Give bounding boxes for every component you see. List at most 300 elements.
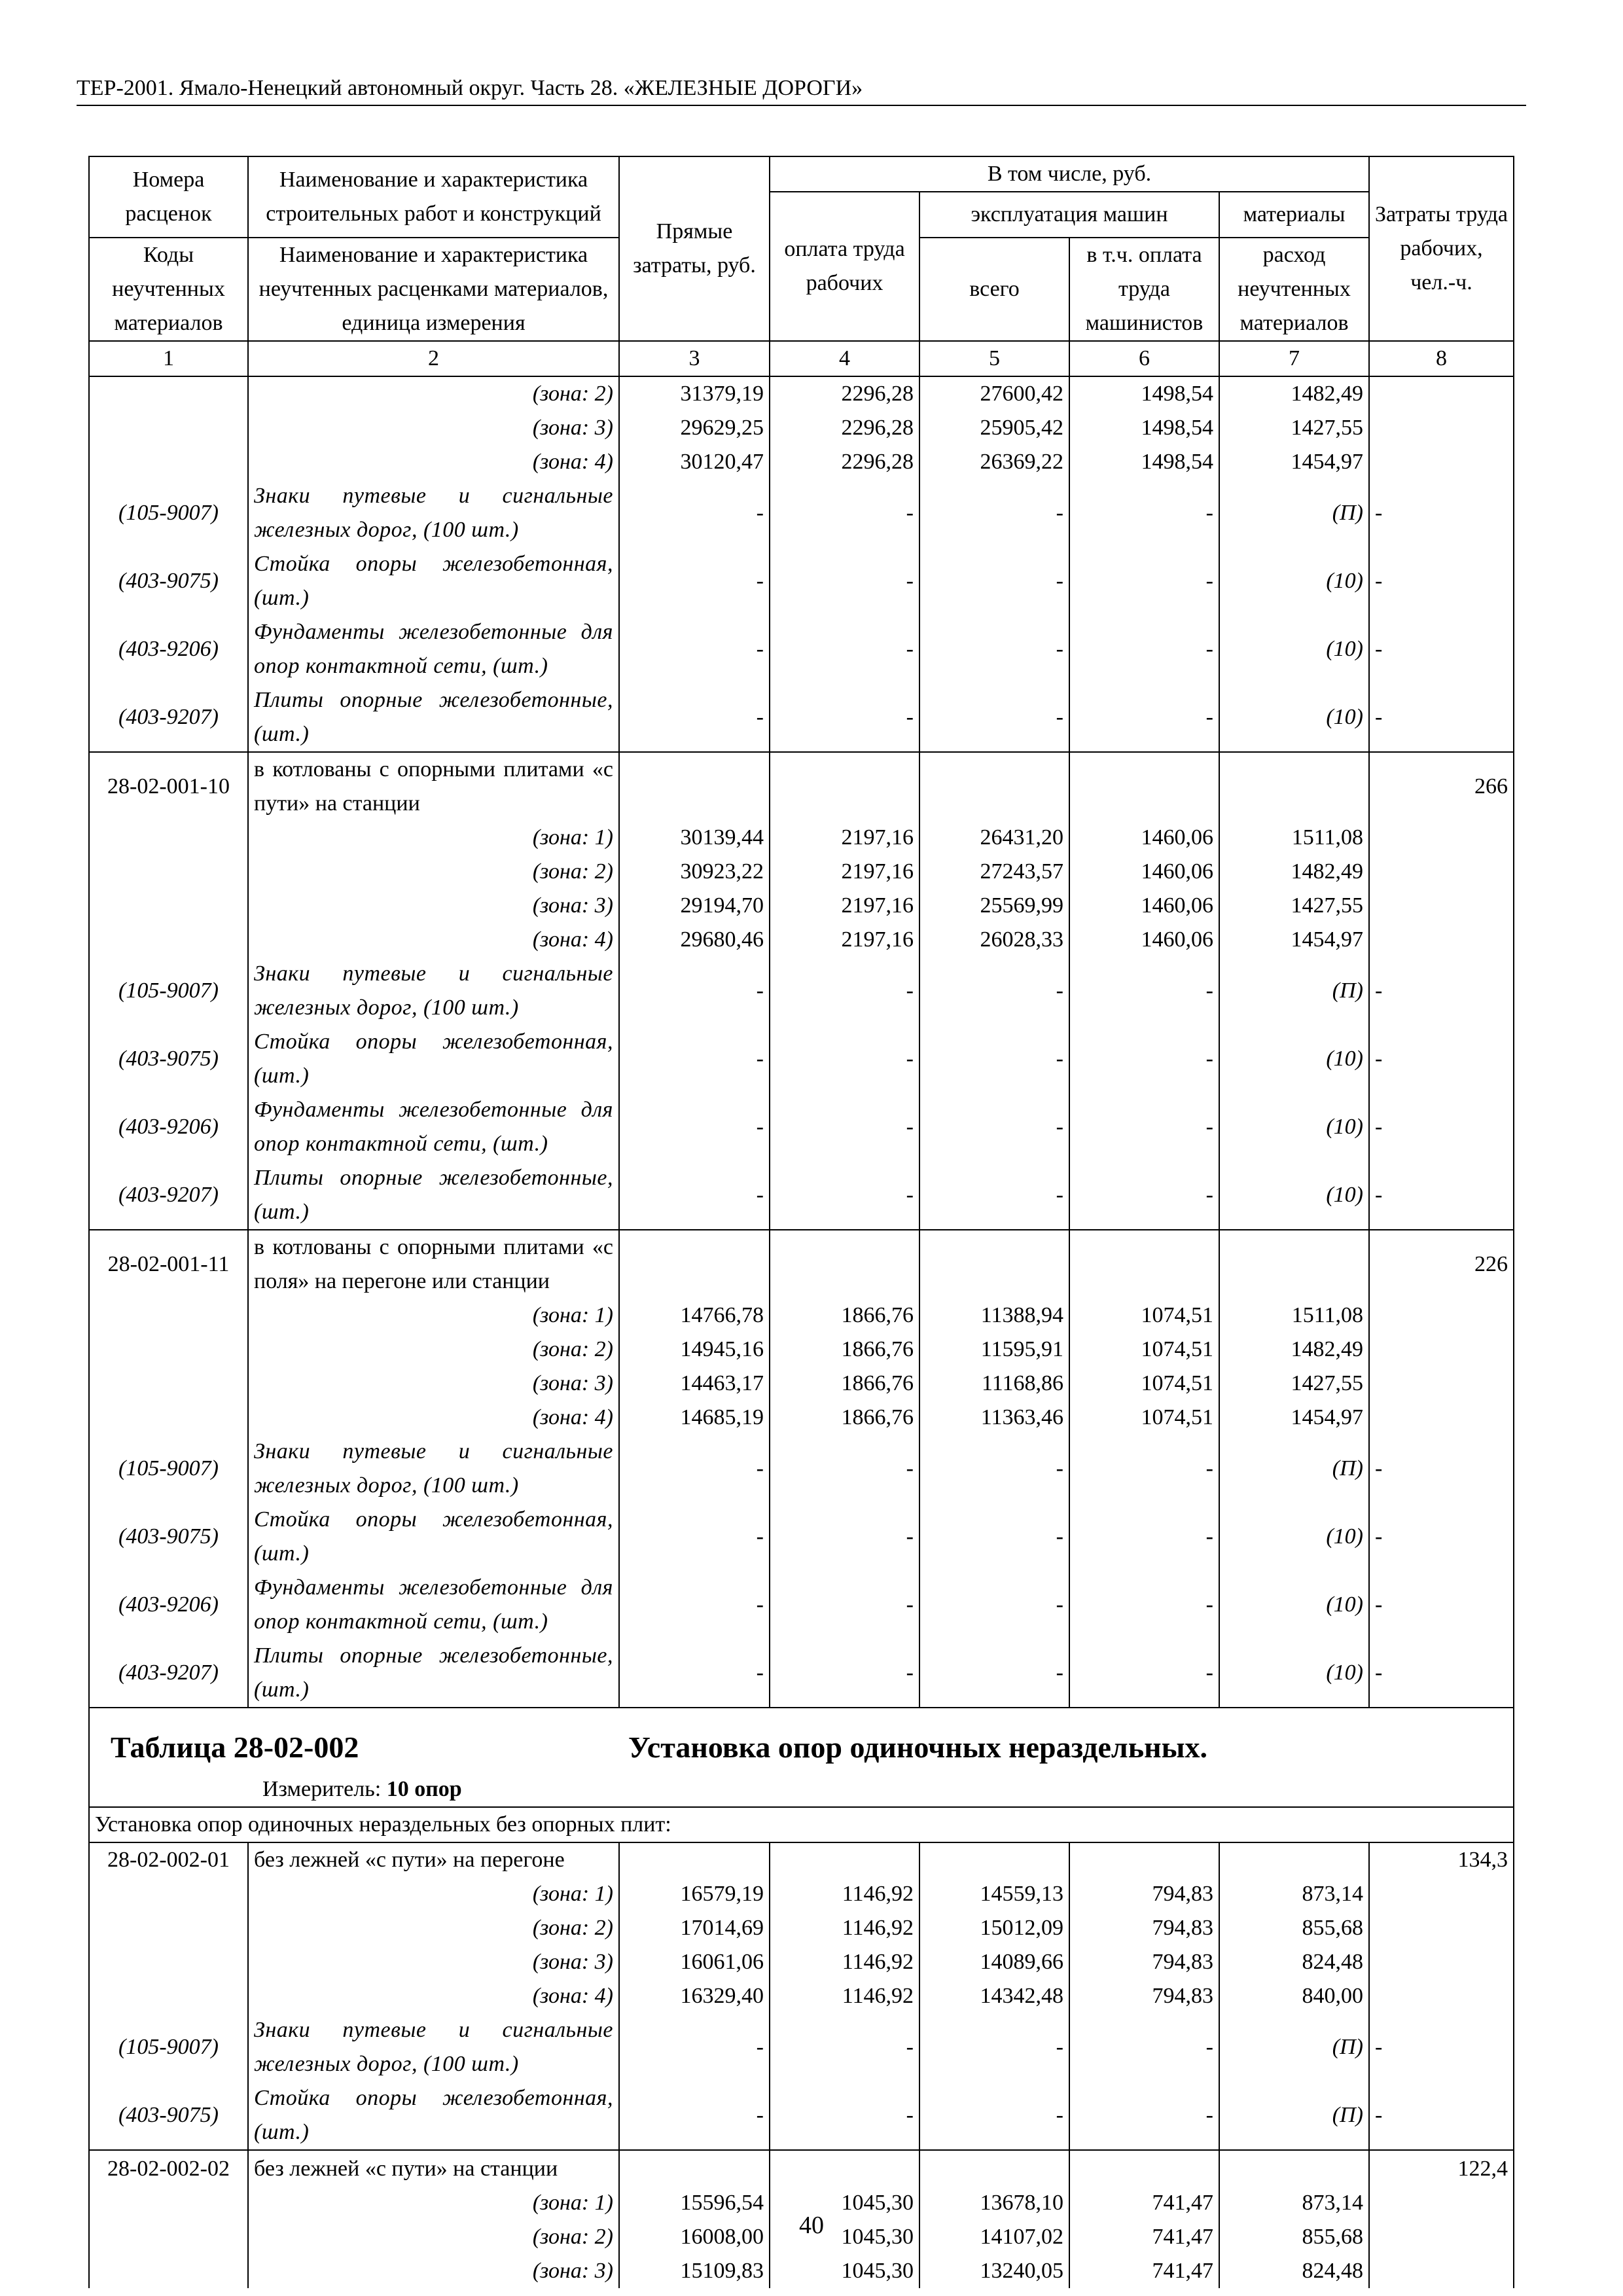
empty-value: - (619, 1025, 770, 1093)
material-code: (403-9075) (89, 2081, 248, 2150)
operators-wages: 1460,06 (1069, 923, 1219, 957)
material-mark: (10) (1219, 1161, 1369, 1230)
empty-value: - (770, 1025, 919, 1093)
empty-value: - (619, 2013, 770, 2081)
material-code: (105-9007) (89, 2013, 248, 2081)
empty-value: - (770, 1503, 919, 1571)
wages: 1045,30 (770, 2254, 919, 2288)
column-number: 4 (770, 341, 919, 376)
empty-value: - (619, 615, 770, 683)
wages: 1045,30 (770, 2220, 919, 2254)
material-name: Стойка опоры железобетонная, (шт.) (248, 1503, 619, 1571)
material-name: Плиты опорные железобетонные, (шт.) (248, 1639, 619, 1708)
empty-value: - (1069, 1161, 1219, 1230)
empty-value: - (770, 683, 919, 752)
empty-value: - (919, 2013, 1069, 2081)
header-work-name: Наименование и характеристика строительных работ и конструкций (248, 156, 619, 238)
material-row (89, 547, 1514, 615)
material-code: (403-9206) (89, 1093, 248, 1161)
machines-total: 14089,66 (919, 1945, 1069, 1979)
zone-label: (зона: 3) (248, 889, 619, 923)
materials: 1454,97 (1219, 1401, 1369, 1435)
direct-costs: 16329,40 (619, 1979, 770, 2013)
section-title-row (89, 1708, 1514, 1807)
operators-wages: 741,47 (1069, 2254, 1219, 2288)
operators-wages: 1460,06 (1069, 889, 1219, 923)
empty-value: - (919, 1503, 1069, 1571)
zone-label: (зона: 3) (248, 411, 619, 445)
machines-total: 26028,33 (919, 923, 1069, 957)
empty-value: - (1069, 547, 1219, 615)
material-mark: (10) (1219, 615, 1369, 683)
zone-row (89, 1877, 1514, 1911)
machines-total: 15012,09 (919, 1911, 1069, 1945)
operators-wages: 794,83 (1069, 1911, 1219, 1945)
materials: 1427,55 (1219, 411, 1369, 445)
operators-wages: 1498,54 (1069, 445, 1219, 479)
direct-costs: 29194,70 (619, 889, 770, 923)
rate-title-row (89, 1842, 1514, 1877)
material-row (89, 615, 1514, 683)
operators-wages: 1460,06 (1069, 855, 1219, 889)
material-name: Стойка опоры железобетонная, (шт.) (248, 1025, 619, 1093)
material-row (89, 1161, 1514, 1230)
empty-value: - (770, 1639, 919, 1708)
empty-value: - (1369, 2013, 1514, 2081)
zone-row (89, 1979, 1514, 2013)
zone-label: (зона: 3) (248, 2254, 619, 2288)
rate-number: 28-02-001-10 (89, 752, 248, 821)
materials: 855,68 (1219, 2220, 1369, 2254)
empty-value: - (1069, 957, 1219, 1025)
materials: 1511,08 (1219, 821, 1369, 855)
machines-total: 13240,05 (919, 2254, 1069, 2288)
operators-wages: 1074,51 (1069, 1299, 1219, 1333)
material-code: (105-9007) (89, 479, 248, 547)
rate-title: без лежней «с пути» на станции (248, 2150, 619, 2186)
material-mark: (П) (1219, 1435, 1369, 1503)
direct-costs: 16579,19 (619, 1877, 770, 1911)
empty-value: - (1369, 1435, 1514, 1503)
machines-total: 13678,10 (919, 2186, 1069, 2220)
material-name: Плиты опорные железобетонные, (шт.) (248, 1161, 619, 1230)
material-mark: (П) (1219, 2081, 1369, 2150)
wages: 2296,28 (770, 376, 919, 411)
material-mark: (10) (1219, 547, 1369, 615)
direct-costs: 29680,46 (619, 923, 770, 957)
materials: 1427,55 (1219, 1367, 1369, 1401)
empty-value: - (619, 957, 770, 1025)
zone-label: (зона: 2) (248, 2220, 619, 2254)
empty-value: - (619, 1503, 770, 1571)
material-code: (403-9207) (89, 683, 248, 752)
direct-costs: 30120,47 (619, 445, 770, 479)
empty-value: - (919, 1435, 1069, 1503)
header-included: В том числе, руб. (770, 156, 1369, 192)
wages: 2197,16 (770, 855, 919, 889)
empty-value: - (1369, 683, 1514, 752)
section-measure (262, 1772, 462, 1806)
operators-wages: 794,83 (1069, 1979, 1219, 2013)
material-code: (403-9207) (89, 1639, 248, 1708)
operators-wages: 1498,54 (1069, 411, 1219, 445)
header-machines: эксплуатация машин (919, 192, 1219, 238)
machines-total: 27243,57 (919, 855, 1069, 889)
material-mark: (10) (1219, 1571, 1369, 1639)
measure-value: 10 опор (386, 1777, 462, 1801)
zone-row (89, 1299, 1514, 1333)
empty-value: - (1369, 957, 1514, 1025)
zone-label: (зона: 1) (248, 2186, 619, 2220)
machines-total: 25569,99 (919, 889, 1069, 923)
wages: 1866,76 (770, 1299, 919, 1333)
operators-wages: 794,83 (1069, 1877, 1219, 1911)
materials: 824,48 (1219, 1945, 1369, 1979)
labor-costs: 266 (1369, 752, 1514, 821)
rate-title: в котлованы с опорными плитами «с поля» на перегоне или станции (248, 1230, 619, 1299)
material-name: Знаки путевые и сигнальные железных дорог, (100 шт.) (248, 479, 619, 547)
zone-label: (зона: 3) (248, 1367, 619, 1401)
direct-costs: 14463,17 (619, 1367, 770, 1401)
header-material-name: Наименование и характеристика неучтенных расценками материалов, единица измерения (248, 238, 619, 341)
material-row (89, 1435, 1514, 1503)
empty-value: - (919, 2081, 1069, 2150)
column-number: 8 (1369, 341, 1514, 376)
zone-label: (зона: 2) (248, 855, 619, 889)
empty-value: - (1069, 2013, 1219, 2081)
empty-value: - (619, 2081, 770, 2150)
empty-value: - (770, 547, 919, 615)
zone-label: (зона: 4) (248, 445, 619, 479)
rate-number: 28-02-001-11 (89, 1230, 248, 1299)
empty-value: - (619, 1435, 770, 1503)
material-row (89, 2013, 1514, 2081)
wages: 2197,16 (770, 889, 919, 923)
zone-label: (зона: 4) (248, 923, 619, 957)
material-name: Фундаменты железобетонные для опор контактной сети, (шт.) (248, 1093, 619, 1161)
rate-block-28-02-002-01 (89, 1842, 1514, 2150)
operators-wages: 1498,54 (1069, 376, 1219, 411)
page-number: 40 (799, 2212, 824, 2239)
header-materials: материалы (1219, 192, 1369, 238)
column-number: 6 (1069, 341, 1219, 376)
materials: 1511,08 (1219, 1299, 1369, 1333)
rate-number: 28-02-002-01 (89, 1842, 248, 1877)
operators-wages: 1074,51 (1069, 1333, 1219, 1367)
empty-value: - (1369, 479, 1514, 547)
header-wages: оплата труда рабочих (770, 192, 919, 341)
empty-value: - (770, 1161, 919, 1230)
rate-title: в котлованы с опорными плитами «с пути» на станции (248, 752, 619, 821)
rate-title-row (89, 2150, 1514, 2186)
material-row (89, 2081, 1514, 2150)
empty-value: - (1069, 1503, 1219, 1571)
material-name: Плиты опорные железобетонные, (шт.) (248, 683, 619, 752)
empty-value: - (1069, 1093, 1219, 1161)
empty-value: - (1369, 615, 1514, 683)
operators-wages: 1074,51 (1069, 1367, 1219, 1401)
machines-total: 11363,46 (919, 1401, 1069, 1435)
material-mark: (П) (1219, 957, 1369, 1025)
material-mark: (10) (1219, 1503, 1369, 1571)
operators-wages: 741,47 (1069, 2186, 1219, 2220)
zone-row (89, 1401, 1514, 1435)
operators-wages: 794,83 (1069, 1945, 1219, 1979)
operators-wages: 741,47 (1069, 2220, 1219, 2254)
material-row (89, 1571, 1514, 1639)
machines-total: 14107,02 (919, 2220, 1069, 2254)
machines-total: 14559,13 (919, 1877, 1069, 1911)
empty-value: - (770, 2081, 919, 2150)
material-name: Стойка опоры железобетонная, (шт.) (248, 2081, 619, 2150)
empty-value: - (619, 1161, 770, 1230)
material-code: (105-9007) (89, 957, 248, 1025)
material-mark: (10) (1219, 1639, 1369, 1708)
material-name: Знаки путевые и сигнальные железных дорог, (100 шт.) (248, 957, 619, 1025)
column-number: 3 (619, 341, 770, 376)
rate-block-28-02-001-10 (89, 752, 1514, 1230)
direct-costs: 17014,69 (619, 1911, 770, 1945)
section-subheading-row (89, 1807, 1514, 1842)
material-name: Фундаменты железобетонные для опор контактной сети, (шт.) (248, 615, 619, 683)
machines-total: 27600,42 (919, 376, 1069, 411)
empty-value: - (919, 479, 1069, 547)
zone-row (89, 889, 1514, 923)
header-labor-costs: Затраты труда рабочих, чел.-ч. (1369, 156, 1514, 341)
empty-value: - (1369, 1093, 1514, 1161)
block-continued (89, 376, 1514, 752)
material-code: (403-9075) (89, 1025, 248, 1093)
operators-wages: 1074,51 (1069, 1401, 1219, 1435)
material-name: Знаки путевые и сигнальные железных дорог, (100 шт.) (248, 1435, 619, 1503)
operators-wages: 1460,06 (1069, 821, 1219, 855)
zone-label: (зона: 1) (248, 1877, 619, 1911)
section-number: Таблица 28-02-002 (111, 1731, 359, 1764)
direct-costs: 30139,44 (619, 821, 770, 855)
zone-row (89, 923, 1514, 957)
empty-value: - (919, 957, 1069, 1025)
empty-value: - (1369, 547, 1514, 615)
direct-costs: 31379,19 (619, 376, 770, 411)
wages: 1866,76 (770, 1401, 919, 1435)
table-header (89, 156, 1514, 376)
wages: 1146,92 (770, 1945, 919, 1979)
empty-value: - (1069, 1435, 1219, 1503)
material-code: (403-9075) (89, 1503, 248, 1571)
material-code: (403-9207) (89, 1161, 248, 1230)
empty-value: - (919, 683, 1069, 752)
materials: 1454,97 (1219, 445, 1369, 479)
rate-title: без лежней «с пути» на перегоне (248, 1842, 619, 1877)
material-row (89, 1503, 1514, 1571)
zone-row (89, 855, 1514, 889)
column-number: 5 (919, 341, 1069, 376)
labor-costs: 122,4 (1369, 2150, 1514, 2186)
empty-value: - (1369, 2081, 1514, 2150)
header-material-consumption: расход неучтенных материалов (1219, 238, 1369, 341)
rates-table (88, 156, 1514, 2288)
machines-total: 25905,42 (919, 411, 1069, 445)
zone-row (89, 445, 1514, 479)
machines-total: 11595,91 (919, 1333, 1069, 1367)
zone-label: (зона: 1) (248, 1299, 619, 1333)
empty-value: - (619, 1639, 770, 1708)
empty-value: - (770, 1093, 919, 1161)
empty-value: - (770, 479, 919, 547)
measure-label: Измеритель: (262, 1777, 382, 1801)
material-code: (105-9007) (89, 1435, 248, 1503)
material-row (89, 1093, 1514, 1161)
empty-value: - (619, 479, 770, 547)
section-title: Установка опор одиночных нераздельных. (628, 1731, 1207, 1764)
empty-value: - (770, 2013, 919, 2081)
header-material-codes: Коды неучтенных материалов (89, 238, 248, 341)
empty-value: - (619, 1571, 770, 1639)
zone-row (89, 1367, 1514, 1401)
materials: 840,00 (1219, 1979, 1369, 2013)
column-number: 1 (89, 341, 248, 376)
empty-value: - (1369, 1571, 1514, 1639)
materials: 1482,49 (1219, 376, 1369, 411)
zone-row (89, 821, 1514, 855)
empty-value: - (1369, 1025, 1514, 1093)
section-subheading: Установка опор одиночных нераздельных без опорных плит: (89, 1807, 1514, 1842)
machines-total: 26431,20 (919, 821, 1069, 855)
materials: 1482,49 (1219, 855, 1369, 889)
rate-title-row (89, 752, 1514, 821)
empty-value: - (919, 1093, 1069, 1161)
direct-costs: 16008,00 (619, 2220, 770, 2254)
material-name: Фундаменты железобетонные для опор контактной сети, (шт.) (248, 1571, 619, 1639)
material-code: (403-9075) (89, 547, 248, 615)
machines-total: 26369,22 (919, 445, 1069, 479)
direct-costs: 15596,54 (619, 2186, 770, 2220)
header-rate-numbers: Номера расценок (89, 156, 248, 238)
zone-row (89, 2254, 1514, 2288)
zone-label: (зона: 3) (248, 1945, 619, 1979)
column-number: 7 (1219, 341, 1369, 376)
wages: 1045,30 (770, 2186, 919, 2220)
empty-value: - (770, 1435, 919, 1503)
rate-number: 28-02-002-02 (89, 2150, 248, 2186)
empty-value: - (1069, 1025, 1219, 1093)
zone-row (89, 1945, 1514, 1979)
material-mark: (10) (1219, 1093, 1369, 1161)
wages: 2296,28 (770, 445, 919, 479)
material-mark: (10) (1219, 683, 1369, 752)
empty-value: - (919, 1161, 1069, 1230)
empty-value: - (919, 615, 1069, 683)
direct-costs: 14685,19 (619, 1401, 770, 1435)
labor-costs: 226 (1369, 1230, 1514, 1299)
machines-total: 14342,48 (919, 1979, 1069, 2013)
zone-row (89, 1333, 1514, 1367)
zone-label: (зона: 4) (248, 1979, 619, 2013)
wages: 1866,76 (770, 1333, 919, 1367)
direct-costs: 14766,78 (619, 1299, 770, 1333)
materials: 855,68 (1219, 1911, 1369, 1945)
empty-value: - (1369, 1161, 1514, 1230)
machines-total: 11388,94 (919, 1299, 1069, 1333)
material-mark: (П) (1219, 2013, 1369, 2081)
wages: 1866,76 (770, 1367, 919, 1401)
wages: 1146,92 (770, 1911, 919, 1945)
empty-value: - (619, 683, 770, 752)
direct-costs: 29629,25 (619, 411, 770, 445)
empty-value: - (919, 1571, 1069, 1639)
material-row (89, 957, 1514, 1025)
direct-costs: 30923,22 (619, 855, 770, 889)
empty-value: - (1069, 2081, 1219, 2150)
header-operators-wages: в т.ч. оплата труда машинистов (1069, 238, 1219, 341)
rate-block-28-02-001-11 (89, 1230, 1514, 1708)
empty-value: - (770, 957, 919, 1025)
page-header: ТЕР-2001. Ямало-Ненецкий автономный округ. Часть 28. «ЖЕЛЕЗНЫЕ ДОРОГИ» (77, 76, 863, 100)
header-direct-costs: Прямые затраты, руб. (619, 156, 770, 341)
empty-value: - (619, 1093, 770, 1161)
zone-row (89, 411, 1514, 445)
empty-value: - (919, 547, 1069, 615)
direct-costs: 16061,06 (619, 1945, 770, 1979)
empty-value: - (1069, 1639, 1219, 1708)
material-mark: (П) (1219, 479, 1369, 547)
empty-value: - (1069, 615, 1219, 683)
machines-total: 11168,86 (919, 1367, 1069, 1401)
zone-label: (зона: 2) (248, 1911, 619, 1945)
zone-row (89, 376, 1514, 411)
wages: 2197,16 (770, 821, 919, 855)
wages: 2197,16 (770, 923, 919, 957)
materials: 1427,55 (1219, 889, 1369, 923)
empty-value: - (919, 1639, 1069, 1708)
materials: 1482,49 (1219, 1333, 1369, 1367)
empty-value: - (1069, 683, 1219, 752)
empty-value: - (1369, 1503, 1514, 1571)
wages: 2296,28 (770, 411, 919, 445)
material-row (89, 1639, 1514, 1708)
materials: 873,14 (1219, 1877, 1369, 1911)
empty-value: - (770, 1571, 919, 1639)
section-header (89, 1708, 1514, 1842)
material-name: Стойка опоры железобетонная, (шт.) (248, 547, 619, 615)
empty-value: - (1069, 1571, 1219, 1639)
zone-label: (зона: 2) (248, 376, 619, 411)
zone-label: (зона: 2) (248, 1333, 619, 1367)
material-row (89, 683, 1514, 752)
header-machines-total: всего (919, 238, 1069, 341)
column-number: 2 (248, 341, 619, 376)
wages: 1146,92 (770, 1979, 919, 2013)
direct-costs: 15109,83 (619, 2254, 770, 2288)
material-code: (403-9206) (89, 1571, 248, 1639)
materials: 1454,97 (1219, 923, 1369, 957)
header-rule (77, 105, 1526, 106)
empty-value: - (770, 615, 919, 683)
empty-value: - (619, 547, 770, 615)
wages: 1146,92 (770, 1877, 919, 1911)
direct-costs: 14945,16 (619, 1333, 770, 1367)
zone-label: (зона: 4) (248, 1401, 619, 1435)
material-row (89, 1025, 1514, 1093)
materials: 873,14 (1219, 2186, 1369, 2220)
material-row (89, 479, 1514, 547)
material-code: (403-9206) (89, 615, 248, 683)
empty-value: - (1369, 1639, 1514, 1708)
rate-title-row (89, 1230, 1514, 1299)
labor-costs: 134,3 (1369, 1842, 1514, 1877)
zone-row (89, 1911, 1514, 1945)
material-name: Знаки путевые и сигнальные железных дорог, (100 шт.) (248, 2013, 619, 2081)
